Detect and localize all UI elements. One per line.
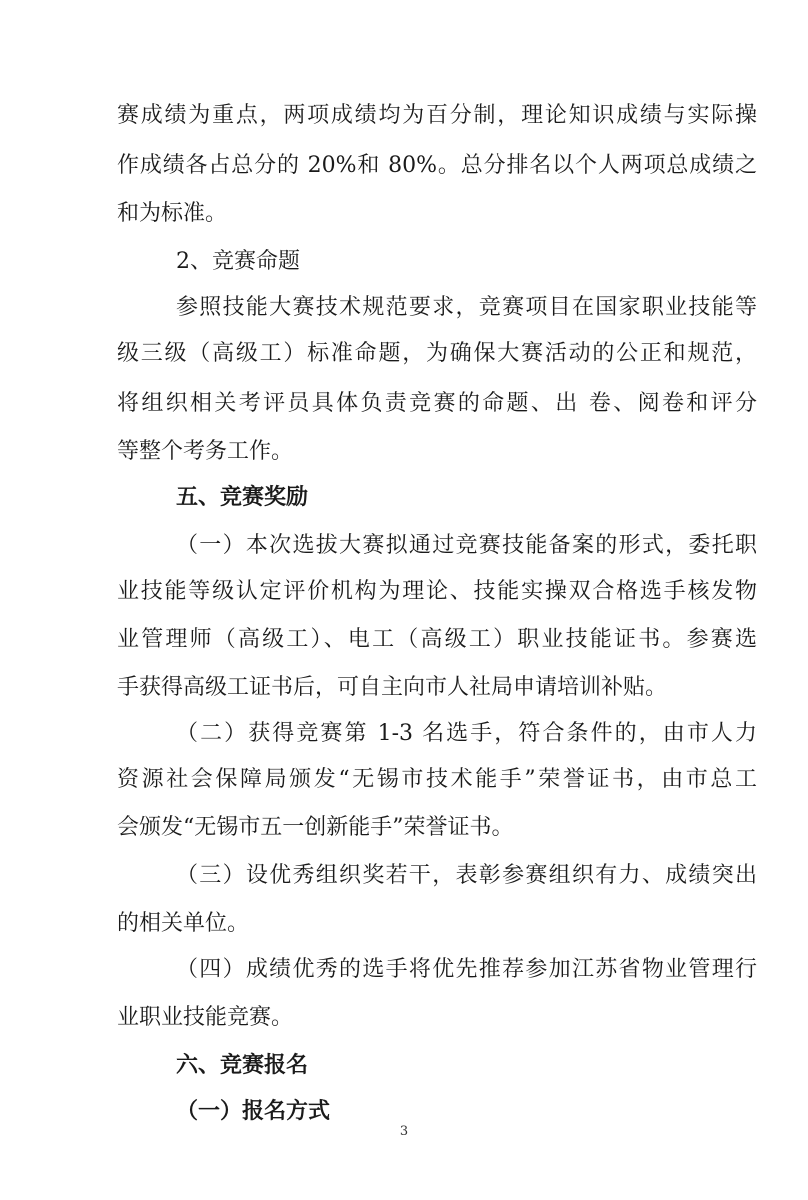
paragraph-line: 业技能等级认定评价机构为理论、技能实操双合格选手核发物 bbox=[117, 579, 757, 604]
paragraph-line: 业管理师（高级工）、电工（高级工）职业技能证书。参赛选 bbox=[117, 627, 757, 652]
paragraph-line: 手获得高级工证书后，可自主向市人社局申请培训补贴。 bbox=[117, 675, 668, 700]
paragraph-line: 的相关单位。 bbox=[117, 911, 250, 936]
paragraph-line: （三）设优秀组织奖若干，表彰参赛组织有力、成绩突出 bbox=[176, 863, 757, 888]
page-number: 3 bbox=[399, 1124, 409, 1139]
paragraph-line: 级三级（高级工）标准命题，为确保大赛活动的公正和规范， bbox=[117, 341, 757, 366]
paragraph-line: 作成绩各占总分的 20%和 80%。总分排名以个人两项总成绩之 bbox=[117, 153, 757, 178]
paragraph-line: 参照技能大赛技术规范要求，竞赛项目在国家职业技能等 bbox=[176, 295, 757, 320]
section-heading: 五、竞赛奖励 bbox=[176, 485, 309, 510]
paragraph-line: 等整个考务工作。 bbox=[117, 439, 294, 464]
subsection-heading: 2、竞赛命题 bbox=[176, 249, 300, 274]
subsection-heading: （一）报名方式 bbox=[176, 1099, 331, 1124]
paragraph-line: （二）获得竞赛第 1-3 名选手，符合条件的，由市人力 bbox=[176, 721, 757, 746]
paragraph-line: （一）本次选拔大赛拟通过竞赛技能备案的形式，委托职 bbox=[176, 533, 757, 558]
paragraph-line: 赛成绩为重点，两项成绩均为百分制，理论知识成绩与实际操 bbox=[117, 103, 757, 128]
paragraph-line: （四）成绩优秀的选手将优先推荐参加江苏省物业管理行 bbox=[176, 957, 757, 982]
paragraph-line: 会颁发“无锡市五一创新能手”荣誉证书。 bbox=[117, 815, 514, 840]
paragraph-line: 和为标准。 bbox=[117, 201, 228, 226]
section-heading: 六、竞赛报名 bbox=[176, 1053, 309, 1078]
paragraph-line: 资源社会保障局颁发“无锡市技术能手”荣誉证书，由市总工 bbox=[117, 767, 757, 792]
paragraph-line: 业职业技能竞赛。 bbox=[117, 1005, 294, 1030]
paragraph-line: 将组织相关考评员具体负责竞赛的命题、出 卷、阅卷和评分 bbox=[117, 391, 757, 416]
